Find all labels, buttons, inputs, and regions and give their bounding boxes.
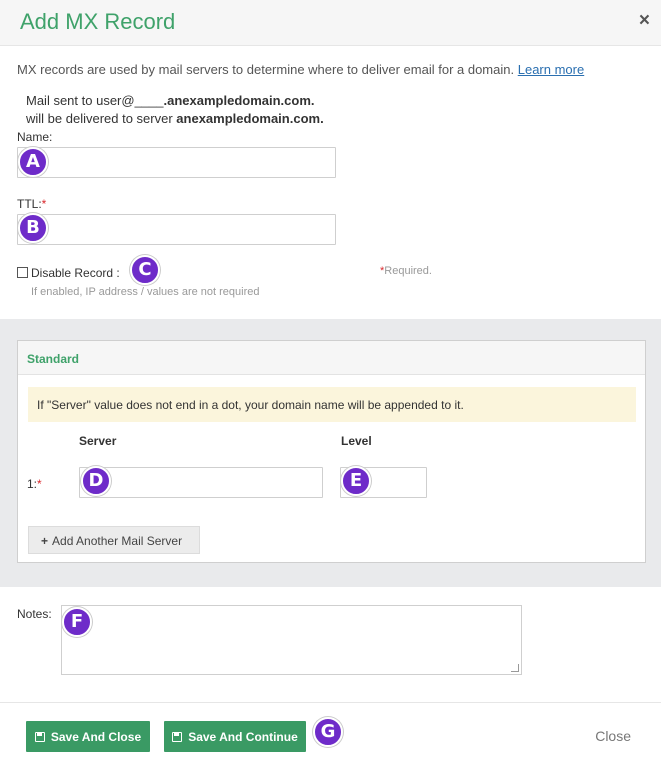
name-label: Name: [17,130,53,144]
mail-note-line-2-domain: anexampledomain.com. [176,111,324,126]
plus-icon: + [41,534,49,548]
notes-label: Notes: [17,607,52,621]
dot-warning-banner: If "Server" value does not end in a dot, your domain name will be appended to it. [28,387,636,422]
learn-more-link[interactable]: Learn more [517,62,585,77]
intro-text [17,62,584,77]
mail-note-line-1-domain: .anexampledomain.com. [163,93,315,108]
mail-server-row-required-star: * [37,477,42,491]
standard-panel-header [18,341,645,375]
badge-d: D [81,466,111,496]
ttl-label-text: TTL: [17,197,42,211]
server-input[interactable] [79,467,323,498]
close-icon[interactable]: × [638,10,650,31]
save-and-continue-label: Save And Continue [188,730,298,744]
mail-routing-note [26,92,324,128]
save-and-close-button[interactable] [26,721,150,752]
mail-note-line-2 [26,110,324,128]
required-note-star: * [380,265,385,277]
level-column-header: Level [341,434,372,448]
required-note-text: Required. [384,265,432,277]
mail-note-line-1-prefix: Mail sent to user@____ [26,93,164,108]
intro-description: MX records are used by mail servers to determine where to deliver email for a domain. [17,62,515,77]
badge-b: B [18,213,48,243]
required-star: * [41,197,47,211]
badge-g: G [313,717,343,747]
badge-a: A [18,147,48,177]
ttl-input[interactable] [17,214,336,245]
mail-server-row-number: 1: [27,477,38,491]
mail-note-line-2-prefix: will be delivered to server [26,111,177,126]
required-note [380,265,432,277]
server-column-header: Server [79,434,117,448]
badge-e: E [341,466,371,496]
disable-record-checkbox[interactable] [17,267,28,278]
disable-record-hint: If enabled, IP address / values are not required [31,286,260,298]
mail-note-line-1 [26,92,324,110]
add-mail-server-button[interactable] [28,526,200,554]
mail-server-row-label [27,477,42,491]
dialog-header [0,0,661,46]
save-and-close-label: Save And Close [50,730,142,744]
standard-panel [17,340,646,563]
badge-f: F [62,607,92,637]
save-and-continue-button[interactable] [164,721,306,752]
notes-textarea[interactable] [61,605,522,675]
close-link[interactable]: Close [595,728,631,744]
ttl-label [17,197,46,211]
badge-c: C [130,255,160,285]
resize-handle-icon[interactable] [511,664,519,672]
add-mail-server-label: Add Another Mail Server [52,534,183,548]
standard-panel-title: Standard [27,352,80,366]
dialog-title: Add MX Record [20,9,176,34]
floppy-disk-icon [172,732,182,742]
disable-record-label[interactable]: Disable Record : [31,266,120,280]
name-input[interactable] [17,147,336,178]
floppy-disk-icon [35,732,45,742]
